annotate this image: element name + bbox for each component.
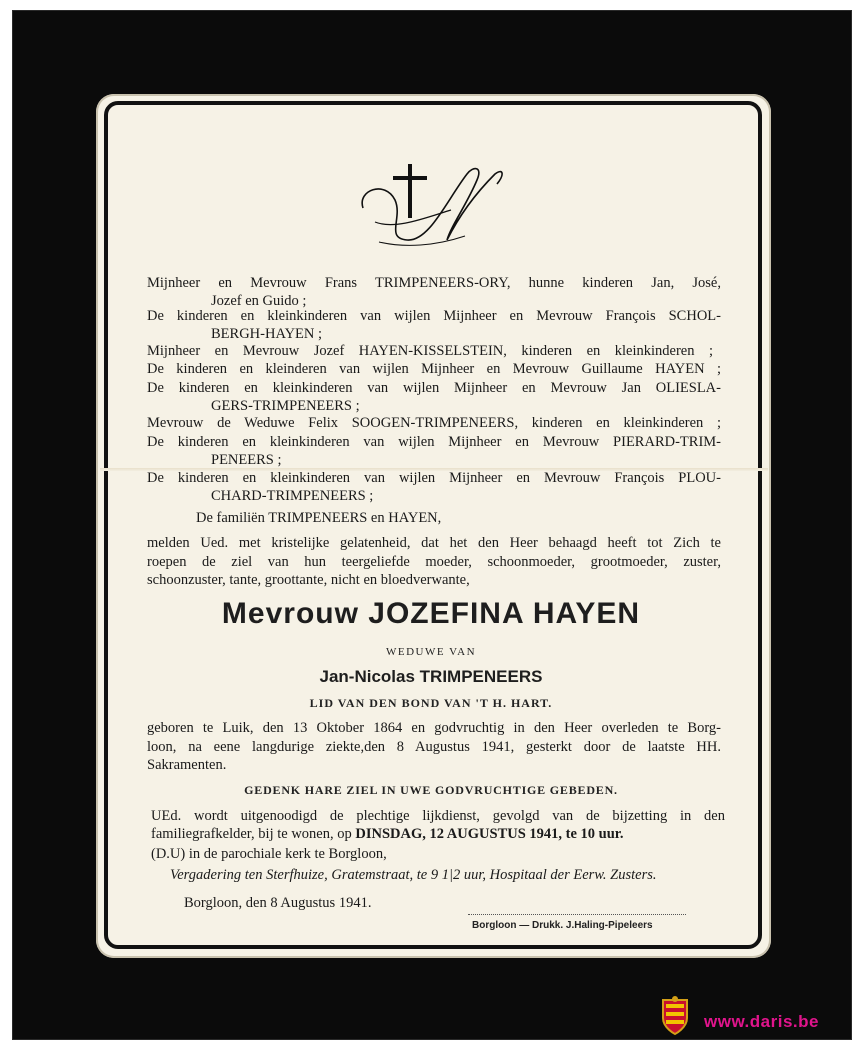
membership-line: LID VAN DEN BOND VAN 'T H. HART.: [309, 696, 553, 710]
families-line: De familiën TRIMPENEERS en HAYEN,: [196, 510, 442, 526]
service-line-2-text: familiegrafkelder, bij te wonen, op: [151, 826, 352, 842]
coat-of-arms-icon: [660, 996, 690, 1036]
birth-line-3: Sakramenten.: [147, 757, 227, 773]
husband-name: Jan-Nicolas TRIMPENEERS: [319, 667, 543, 686]
family-line-4: BERGH-HAYEN ;: [211, 326, 323, 342]
printer-divider: [468, 914, 686, 915]
deceased-name: Mevrouw JOZEFINA HAYEN: [221, 597, 641, 630]
birth-line-1: geboren te Luik, den 13 Oktober 1864 en godvruchtig in den Heer overleden te Borg-: [147, 720, 721, 736]
service-date: DINSDAG, 12 AUGUSTUS 1941, te 10 uur.: [355, 826, 624, 842]
family-line-2: Jozef en Guido ;: [211, 293, 307, 309]
announcement-line-3: schoonzuster, tante, groottante, nicht en bloedverwante,: [147, 572, 470, 588]
family-line-12: De kinderen en kleinkinderen van wijlen Mijnheer en Mevrouw François PLOU-: [147, 470, 721, 486]
service-line-2: [151, 826, 725, 843]
family-line-7: De kinderen en kleinkinderen van wijlen Mijnheer en Mevrouw Jan OLIESLA-: [147, 380, 721, 396]
service-line-3: (D.U) in de parochiale kerk te Borgloon,: [151, 846, 387, 862]
cross-monogram-icon: [355, 160, 505, 250]
family-line-6: De kinderen en kleinderen van wijlen Mijnheer en Mevrouw Guillaume HAYEN ;: [147, 361, 721, 377]
family-line-9: Mevrouw de Weduwe Felix SOOGEN-TRIMPENEERS, kinderen en kleinkinderen ;: [147, 415, 721, 431]
meeting-line: Vergadering ten Sterfhuize, Gratemstraat, te 9 1|2 uur, Hospitaal der Eerw. Zusters.: [170, 867, 657, 883]
announcement-line-2: roepen de ziel van hun teergeliefde moeder, schoonmoeder, grootmoeder, zuster,: [147, 554, 721, 570]
printer-credit: Borgloon — Drukk. J.Haling-Pipeleers: [472, 920, 653, 931]
family-line-3: De kinderen en kleinkinderen van wijlen Mijnheer en Mevrouw François SCHOL-: [147, 308, 721, 324]
family-line-10: De kinderen en kleinkinderen van wijlen Mijnheer en Mevrouw PIERARD-TRIM-: [147, 434, 721, 450]
widow-of-label: WEDUWE VAN: [385, 646, 477, 658]
family-line-1: Mijnheer en Mevrouw Frans TRIMPENEERS-ORY, hunne kinderen Jan, José,: [147, 275, 721, 291]
site-watermark: www.daris.be: [704, 1012, 819, 1031]
family-line-8: GERS-TRIMPENEERS ;: [211, 398, 360, 414]
family-line-13: CHARD-TRIMPENEERS ;: [211, 488, 374, 504]
service-line-1: UEd. wordt uitgenoodigd de plechtige lijkdienst, gevolgd van de bijzetting in den: [151, 808, 725, 824]
birth-line-2: loon, na eene langdurige ziekte,den 8 Augustus 1941, gesterkt door de laatste HH.: [147, 739, 721, 755]
place-date: Borgloon, den 8 Augustus 1941.: [184, 895, 372, 911]
announcement-line-1: melden Ued. met kristelijke gelatenheid, dat het den Heer behaagd heeft tot Zich te: [147, 535, 721, 551]
family-line-11: PENEERS ;: [211, 452, 282, 468]
prayer-line: GEDENK HARE ZIEL IN UWE GODVRUCHTIGE GEBEDEN.: [244, 783, 618, 797]
family-line-5: Mijnheer en Mevrouw Jozef HAYEN-KISSELSTEIN, kinderen en kleinkinderen ;: [147, 343, 713, 359]
